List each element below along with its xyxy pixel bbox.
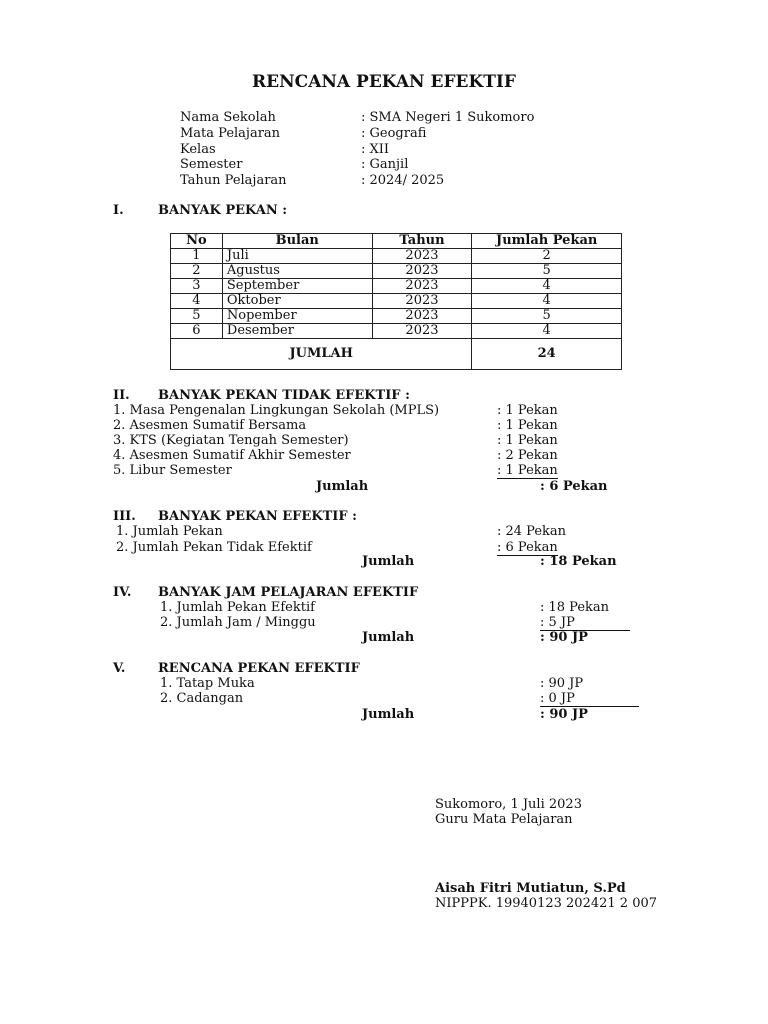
column-header: Tahun xyxy=(372,234,472,249)
total-label: Jumlah xyxy=(362,554,415,569)
table-cell: Desember xyxy=(222,324,372,339)
list-item: 1. Tatap Muka xyxy=(160,676,255,691)
info-value: : SMA Negeri 1 Sukomoro xyxy=(361,110,535,125)
section-heading: RENCANA PEKAN EFEKTIF xyxy=(158,661,360,676)
table-cell: 6 xyxy=(171,324,223,339)
list-item: 2. Asesmen Sumatif Bersama xyxy=(113,418,307,433)
list-item-value: : 1 Pekan xyxy=(497,418,558,433)
section-heading: BANYAK JAM PELAJARAN EFEKTIF xyxy=(158,585,419,600)
table-cell: Nopember xyxy=(222,309,372,324)
table-cell: 5 xyxy=(472,264,622,279)
list-item: 3. KTS (Kegiatan Tengah Semester) xyxy=(113,433,349,448)
list-item: 1. Jumlah Pekan xyxy=(116,524,223,539)
list-item-value: : 1 Pekan xyxy=(497,403,558,418)
table-cell: 4 xyxy=(472,324,622,339)
list-item-value: : 1 Pekan xyxy=(497,463,558,478)
info-value: : Ganjil xyxy=(361,157,409,172)
table-cell: 2023 xyxy=(372,279,472,294)
list-item: 5. Libur Semester xyxy=(113,463,232,478)
table-cell: 3 xyxy=(171,279,223,294)
list-item: 2. Jumlah Pekan Tidak Efektif xyxy=(116,540,312,555)
list-item-value: : 18 Pekan xyxy=(540,600,610,615)
table-row xyxy=(171,264,622,279)
table-cell: 5 xyxy=(171,309,223,324)
list-item: 1. Jumlah Pekan Efektif xyxy=(160,600,315,615)
info-label: Nama Sekolah xyxy=(180,110,276,125)
table-cell: Agustus xyxy=(222,264,372,279)
list-item-value: : 24 Pekan xyxy=(497,524,567,539)
total-value: : 18 Pekan xyxy=(540,554,617,569)
table-cell: 2 xyxy=(171,264,223,279)
table-row xyxy=(171,249,622,264)
list-item: 2. Jumlah Jam / Minggu xyxy=(160,615,316,630)
info-value: : Geografi xyxy=(361,126,427,141)
section-number: V. xyxy=(113,661,126,676)
column-header: Bulan xyxy=(222,234,372,249)
table-cell: 2023 xyxy=(372,324,472,339)
table-header-row xyxy=(171,234,622,249)
info-label: Kelas xyxy=(180,142,216,157)
list-item-value: : 2 Pekan xyxy=(497,448,558,463)
total-value: : 90 JP xyxy=(540,630,588,645)
table-cell: 4 xyxy=(171,294,223,309)
signature-role: Guru Mata Pelajaran xyxy=(435,812,573,827)
table-cell: 2 xyxy=(472,249,622,264)
list-item-value: : 0 JP xyxy=(540,691,575,706)
section-heading: BANYAK PEKAN EFEKTIF : xyxy=(158,509,357,524)
section-heading: BANYAK PEKAN TIDAK EFEKTIF : xyxy=(158,388,410,403)
table-cell: Juli xyxy=(222,249,372,264)
total-label: Jumlah xyxy=(362,707,415,722)
total-label: Jumlah xyxy=(316,479,369,494)
list-item: 4. Asesmen Sumatif Akhir Semester xyxy=(113,448,351,463)
table-row xyxy=(171,294,622,309)
info-value: : XII xyxy=(361,142,390,157)
total-label: JUMLAH xyxy=(171,339,472,370)
table-cell: 1 xyxy=(171,249,223,264)
table-row xyxy=(171,279,622,294)
info-label: Tahun Pelajaran xyxy=(180,173,287,188)
list-item: 1. Masa Pengenalan Lingkungan Sekolah (MPLS) xyxy=(113,403,440,418)
table-cell: 2023 xyxy=(372,294,472,309)
section-number: II. xyxy=(113,388,130,403)
list-item-value: : 90 JP xyxy=(540,676,584,691)
table-cell: 5 xyxy=(472,309,622,324)
list-item-value: : 5 JP xyxy=(540,615,575,630)
signature-name: Aisah Fitri Mutiatun, S.Pd xyxy=(435,881,626,896)
list-item-value: : 1 Pekan xyxy=(497,433,558,448)
signature-nip: NIPPPK. 19940123 202421 2 007 xyxy=(435,896,658,911)
info-value: : 2024/ 2025 xyxy=(361,173,445,188)
pekan-table xyxy=(170,233,622,370)
section-number: I. xyxy=(113,203,124,218)
column-header: Jumlah Pekan xyxy=(472,234,622,249)
table-cell: Oktober xyxy=(222,294,372,309)
section-number: IV. xyxy=(113,585,132,600)
section-number: III. xyxy=(113,509,136,524)
table-cell: 2023 xyxy=(372,249,472,264)
section-heading: BANYAK PEKAN : xyxy=(158,203,288,218)
signature-place-date: Sukomoro, 1 Juli 2023 xyxy=(435,797,582,812)
page-title: RENCANA PEKAN EFEKTIF xyxy=(252,72,516,92)
list-item: 2. Cadangan xyxy=(160,691,244,706)
info-label: Mata Pelajaran xyxy=(180,126,281,141)
table-cell: 2023 xyxy=(372,264,472,279)
list-item-value: : 6 Pekan xyxy=(497,540,558,555)
total-value: : 90 JP xyxy=(540,707,588,722)
table-cell: 4 xyxy=(472,294,622,309)
total-label: Jumlah xyxy=(362,630,415,645)
table-cell: 2023 xyxy=(372,309,472,324)
table-total-row xyxy=(171,339,622,370)
column-header: No xyxy=(171,234,223,249)
table-row xyxy=(171,324,622,339)
table-cell: September xyxy=(222,279,372,294)
info-label: Semester xyxy=(180,157,243,172)
table-cell: 4 xyxy=(472,279,622,294)
total-value: : 6 Pekan xyxy=(540,479,608,494)
total-value: 24 xyxy=(472,339,622,370)
table-row xyxy=(171,309,622,324)
